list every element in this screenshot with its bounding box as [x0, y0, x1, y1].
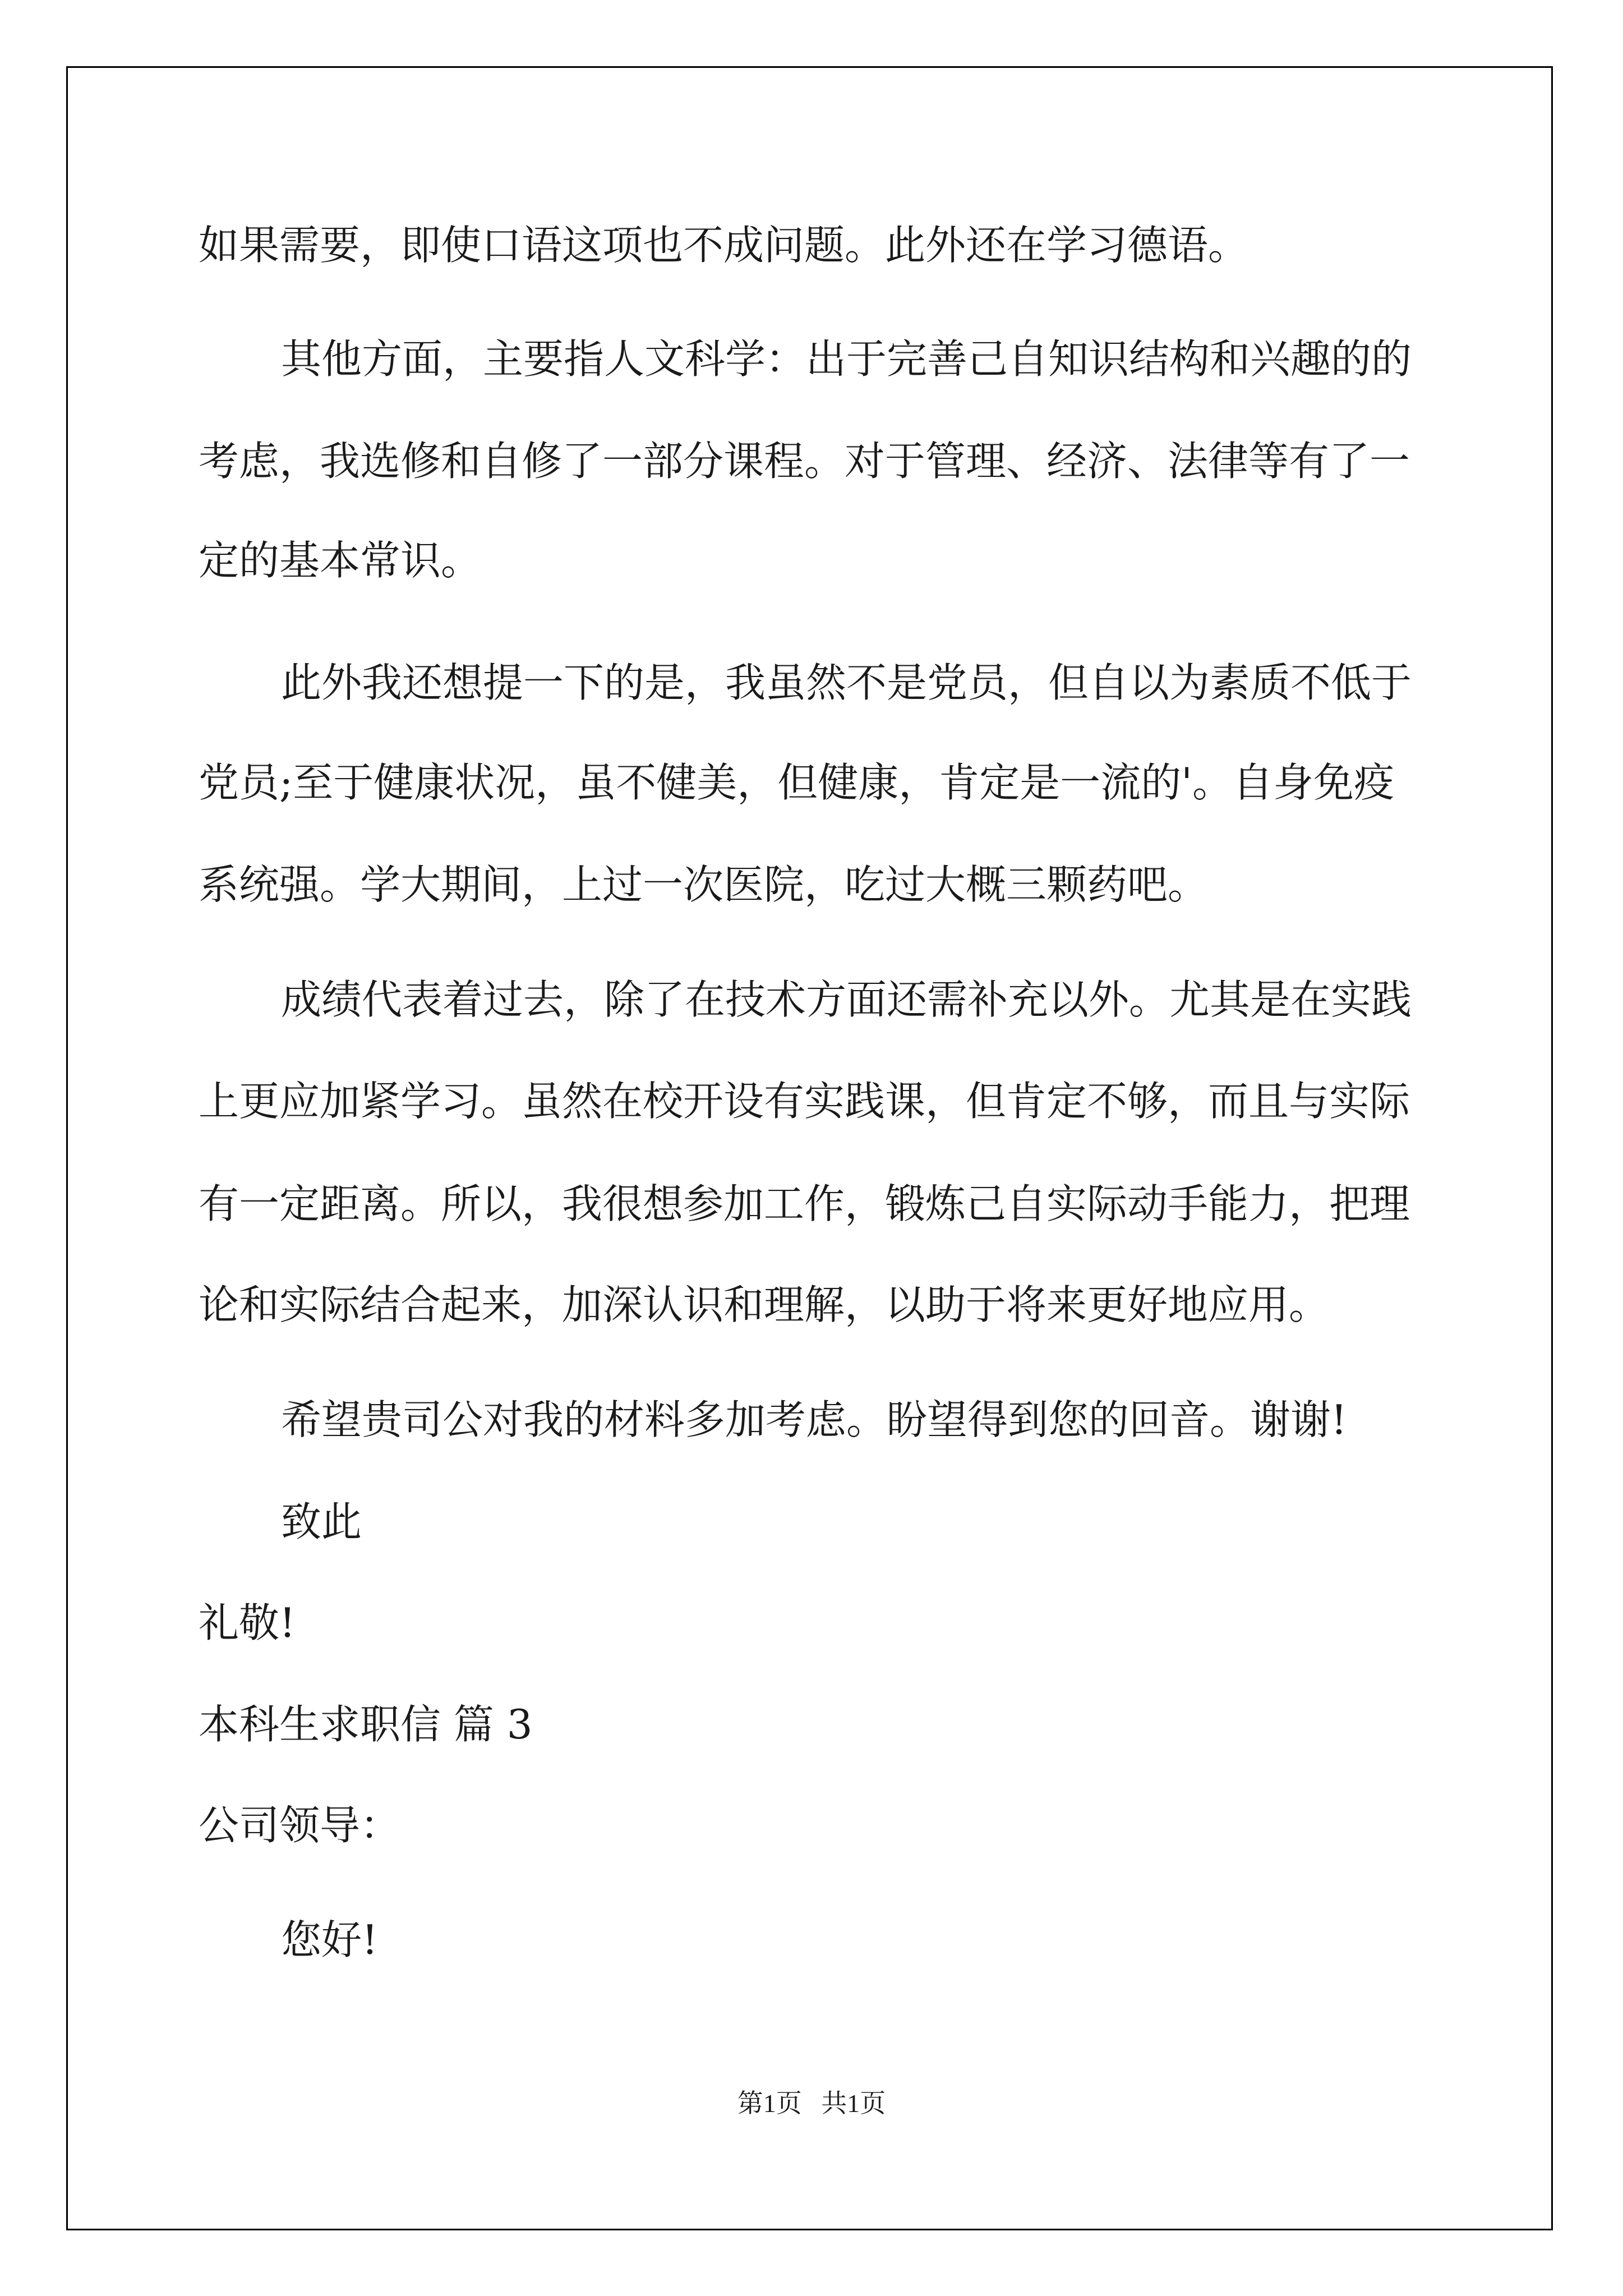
paragraph-first-line: 此外我还想提一下的是，我虽然不是党员，但自以为素质不低于	[281, 659, 1412, 706]
text-line: 如果需要，即使口语这项也不成问题。此外还在学习德语。	[199, 222, 1249, 269]
text-line: 党员;至于健康状况，虽不健美，但健康，肯定是一流的'。自身免疫	[199, 759, 1395, 806]
text-line: 上更应加紧学习。虽然在校开设有实践课，但肯定不够，而且与实际	[199, 1078, 1410, 1125]
closing-line: 致此	[281, 1498, 362, 1545]
text-line: 考虑，我选修和自修了一部分课程。对于管理、经济、法律等有了一	[199, 438, 1410, 485]
text-line: 系统强。学大期间，上过一次医院，吃过大概三颗药吧。	[199, 861, 1209, 908]
paragraph-first-line: 成绩代表着过去，除了在技术方面还需补充以外。尤其是在实践	[281, 976, 1412, 1023]
text-line: 有一定距离。所以，我很想参加工作，锻炼己自实际动手能力，把理	[199, 1180, 1410, 1227]
text-line: 论和实际结合起来，加深认识和理解，以助于将来更好地应用。	[199, 1281, 1330, 1328]
paragraph-first-line: 其他方面，主要指人文科学：出于完善己自知识结构和兴趣的的	[281, 335, 1412, 383]
greeting-line: 您好!	[281, 1916, 378, 1963]
text-line: 定的基本常识。	[199, 537, 482, 584]
paragraph-first-line: 希望贵司公对我的材料多加考虑。盼望得到您的回音。谢谢!	[281, 1396, 1347, 1443]
page-footer: 第1页 共1页	[737, 2089, 886, 2118]
salutation-line: 礼敬!	[199, 1599, 296, 1646]
section-title: 本科生求职信 篇 3	[199, 1701, 533, 1748]
page-border	[66, 66, 1553, 2230]
addressee-line: 公司领导：	[199, 1802, 401, 1849]
